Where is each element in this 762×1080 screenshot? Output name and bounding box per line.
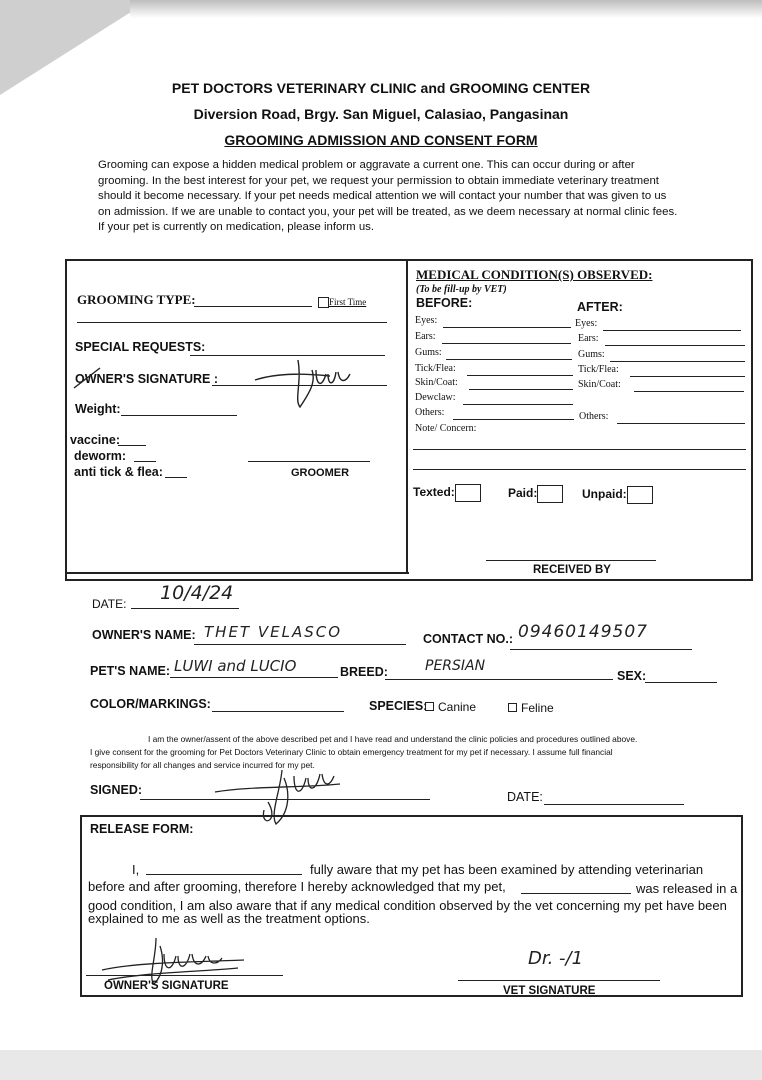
- intro-line: on admission. If we are unable to contact you, your pet will be treated, as we deem necessary at normal clinic fees.: [98, 205, 678, 218]
- color-markings-label: COLOR/MARKINGS:: [90, 697, 211, 711]
- after-ears-label: Ears:: [578, 333, 599, 344]
- before-eyes-field[interactable]: [443, 327, 571, 328]
- after-tickflea-field[interactable]: [630, 376, 745, 377]
- clinic-address: Diversion Road, Brgy. San Miguel, Calasiao, Pangasinan: [193, 106, 569, 122]
- unpaid-label: Unpaid:: [582, 487, 627, 502]
- page-bottom-margin: [0, 1050, 762, 1080]
- before-ears-field[interactable]: [442, 343, 571, 344]
- vet-signature-value: Dr. -/1: [528, 948, 584, 969]
- after-gums-label: Gums:: [578, 349, 605, 360]
- deworm-field[interactable]: [134, 461, 156, 462]
- consent-line-3: responsibility for all changes and service incurred for my pet.: [90, 760, 315, 770]
- signed-date-field[interactable]: [544, 804, 684, 805]
- note-line-1[interactable]: [413, 449, 746, 450]
- paid-checkbox[interactable]: [508, 485, 563, 503]
- pet-name-label: PET'S NAME:: [90, 664, 171, 678]
- release-line2: before and after grooming, therefore I hereby acknowledged that my pet,: [88, 879, 506, 894]
- release-line3: good condition, I am also aware that if any medical condition observed by the vet concerning my pet have been: [88, 898, 727, 913]
- vaccine-field[interactable]: [118, 445, 146, 446]
- color-markings-field[interactable]: [212, 711, 344, 712]
- received-by-label: RECEIVED BY: [533, 564, 611, 576]
- pet-name-value[interactable]: LUWI and LUCIO: [174, 657, 297, 675]
- note-line-2[interactable]: [413, 469, 746, 470]
- owner-name-value[interactable]: THET VELASCO: [204, 623, 343, 641]
- before-skincoat-field[interactable]: [469, 389, 573, 390]
- texted-checkbox[interactable]: [413, 484, 481, 502]
- intro-paragraph: [98, 158, 706, 236]
- release-title: RELEASE FORM:: [90, 822, 194, 836]
- release-line4: explained to me as well as the treatment options.: [88, 911, 370, 926]
- first-time-checkbox[interactable]: [318, 297, 366, 308]
- feline-label: Feline: [521, 701, 554, 715]
- contact-field[interactable]: [510, 649, 692, 650]
- unpaid-box-icon[interactable]: [627, 486, 653, 504]
- form-title: GROOMING ADMISSION AND CONSENT FORM: [224, 132, 538, 148]
- before-tickflea-label: Tick/Flea:: [415, 363, 456, 374]
- breed-field[interactable]: [385, 679, 613, 680]
- before-tickflea-field[interactable]: [467, 375, 573, 376]
- vet-signature-field[interactable]: [458, 980, 660, 981]
- texted-label: Texted:: [413, 485, 455, 500]
- anti-tick-field[interactable]: [165, 477, 187, 478]
- intro-line: should it become necessary. If your pet needs medical attention we will contact your number that was given to us: [98, 190, 667, 202]
- before-gums-field[interactable]: [446, 359, 572, 360]
- left-panel-bottom: [65, 572, 409, 574]
- groomer-label: GROOMER: [291, 467, 350, 479]
- clinic-name: PET DOCTORS VETERINARY CLINIC and GROOMING CENTER: [171, 80, 591, 96]
- canine-box-icon[interactable]: [425, 702, 434, 711]
- after-skincoat-label: Skin/Coat:: [578, 379, 621, 390]
- breed-label: BREED:: [340, 665, 388, 679]
- before-gums-label: Gums:: [415, 347, 442, 358]
- after-eyes-label: Eyes:: [575, 318, 598, 329]
- grooming-type-label: GROOMING TYPE:: [77, 292, 196, 307]
- feline-option[interactable]: [508, 701, 554, 715]
- species-label: SPECIES:: [369, 699, 428, 713]
- box-divider: [406, 259, 408, 573]
- medical-subtitle: (To be fill-up by VET): [416, 284, 507, 295]
- release-name-field[interactable]: [146, 874, 302, 875]
- grooming-type-line-2[interactable]: [77, 322, 387, 323]
- consent-line-1: I am the owner/assent of the above described pet and I have read and understand the clinic policies and procedures outlined above.: [148, 734, 638, 744]
- medical-title: MEDICAL CONDITION(S) OBSERVED:: [416, 267, 653, 282]
- texted-box-icon[interactable]: [455, 484, 481, 502]
- intro-line: grooming. In the best interest for your pet, we request your permission to obtain immediate veterinary treatment: [98, 174, 659, 187]
- special-requests-label: SPECIAL REQUESTS:: [75, 340, 206, 354]
- after-ears-field[interactable]: [605, 345, 745, 346]
- weight-label: Weight:: [75, 402, 121, 416]
- before-heading: BEFORE:: [416, 296, 473, 310]
- before-dewclaw-field[interactable]: [463, 404, 573, 405]
- first-time-box-icon[interactable]: [318, 297, 329, 308]
- after-others-label: Others:: [579, 411, 609, 422]
- weight-field[interactable]: [121, 415, 237, 416]
- page-edge-shadow: [130, 0, 762, 18]
- after-heading: AFTER:: [577, 300, 623, 314]
- sex-field[interactable]: [645, 682, 717, 683]
- canine-option[interactable]: [425, 700, 476, 714]
- before-dewclaw-label: Dewclaw:: [415, 392, 456, 403]
- after-tickflea-label: Tick/Flea:: [578, 364, 619, 375]
- canine-label: Canine: [438, 700, 477, 714]
- after-gums-field[interactable]: [610, 361, 745, 362]
- intro-line: Grooming can expose a hidden medical problem or aggravate a current one. This can occur during or after: [98, 159, 635, 171]
- release-line2-end: was released in a: [636, 881, 738, 896]
- deworm-label: deworm:: [74, 449, 127, 463]
- owner-name-label: OWNER'S NAME:: [92, 628, 196, 642]
- consent-line-2: I give consent for the grooming for Pet Doctors Veterinary Clinic to obtain emergency treatment for my pet if necessary. I assume full financial: [90, 747, 613, 757]
- after-skincoat-field[interactable]: [634, 391, 744, 392]
- signed-label: SIGNED:: [90, 783, 143, 797]
- owner-signature-label: OWNER'S SIGNATURE :: [75, 372, 219, 386]
- date-field[interactable]: [131, 608, 239, 609]
- grooming-type-field[interactable]: [194, 306, 312, 307]
- release-pet-field[interactable]: [521, 893, 631, 894]
- contact-label: CONTACT NO.:: [423, 632, 514, 646]
- before-others-field[interactable]: [453, 419, 574, 420]
- received-by-field[interactable]: [486, 560, 656, 561]
- first-time-label: First Time: [329, 297, 367, 307]
- paid-box-icon[interactable]: [537, 485, 563, 503]
- anti-tick-label: anti tick & flea:: [74, 465, 163, 479]
- release-i: I,: [132, 862, 140, 877]
- intro-line: If your pet is currently on medication, please inform us.: [98, 221, 375, 233]
- release-owner-signature-label: OWNER'S SIGNATURE: [104, 980, 229, 992]
- vaccine-label: vaccine:: [70, 433, 121, 447]
- feline-box-icon[interactable]: [508, 703, 517, 712]
- unpaid-checkbox[interactable]: [582, 486, 653, 504]
- date-label: DATE:: [92, 597, 127, 611]
- signed-date-label: DATE:: [507, 790, 543, 804]
- paid-label: Paid:: [508, 486, 538, 501]
- before-ears-label: Ears:: [415, 331, 436, 342]
- groomer-signature-field[interactable]: [248, 461, 370, 462]
- owner-name-field[interactable]: [194, 644, 406, 645]
- vet-signature-label: VET SIGNATURE: [503, 985, 596, 997]
- date-value[interactable]: 10/4/24: [160, 582, 234, 604]
- contact-value[interactable]: 09460149507: [518, 622, 648, 642]
- after-others-field[interactable]: [617, 423, 745, 424]
- tick-mark-icon: [72, 366, 102, 390]
- breed-value[interactable]: PERSIAN: [425, 658, 486, 674]
- sex-label: SEX:: [617, 669, 647, 683]
- before-others-label: Others:: [415, 407, 445, 418]
- after-eyes-field[interactable]: [603, 330, 741, 331]
- release-line1: fully aware that my pet has been examined by attending veterinarian: [310, 862, 704, 877]
- pet-name-field[interactable]: [170, 677, 338, 678]
- before-skincoat-label: Skin/Coat:: [415, 377, 458, 388]
- owner-signature-scribble: [250, 352, 360, 412]
- note-concern-label: Note/ Concern:: [415, 423, 477, 434]
- before-eyes-label: Eyes:: [415, 315, 438, 326]
